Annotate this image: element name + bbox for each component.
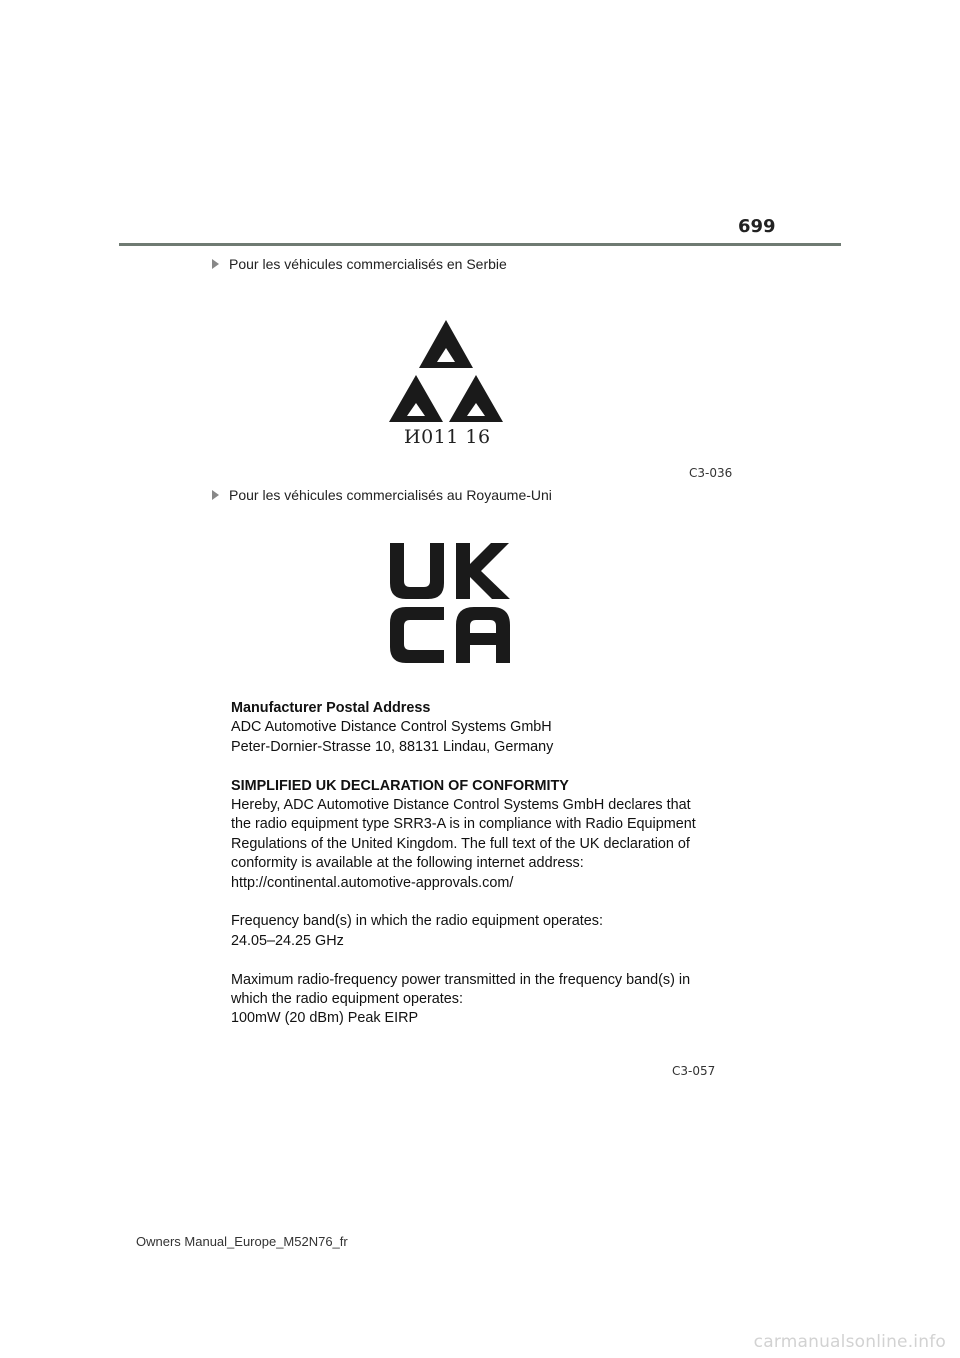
frequency-value: 24.05–24.25 GHz xyxy=(231,932,344,949)
section-heading-uk xyxy=(212,487,552,503)
power-value: 100mW (20 dBm) Peak EIRP xyxy=(231,1010,419,1027)
page-number: 699 xyxy=(738,216,776,237)
conformity-line: the radio equipment type SRR3-A is in compliance with Radio Equipment xyxy=(231,816,696,833)
address-title: Manufacturer Postal Address xyxy=(231,700,431,716)
frequency-label: Frequency band(s) in which the radio equipment operates: xyxy=(231,913,603,930)
serbia-mark-top-triangle xyxy=(419,320,473,368)
ukca-letter-a xyxy=(456,607,510,663)
triangle-bullet-icon xyxy=(212,259,219,269)
serbia-mark-code: И011 16 xyxy=(404,426,491,448)
triangle-bullet-icon xyxy=(212,490,219,500)
header-rule xyxy=(119,243,841,246)
footer-manual-id: Owners Manual_Europe_M52N76_fr xyxy=(136,1234,348,1249)
conformity-title: SIMPLIFIED UK DECLARATION OF CONFORMITY xyxy=(231,777,569,794)
conformity-block xyxy=(231,777,741,893)
ukca-letter-u xyxy=(390,543,444,599)
conformity-line: conformity is available at the following internet address: xyxy=(231,855,584,872)
power-line: Maximum radio-frequency power transmitted in the frequency band(s) in xyxy=(231,971,691,988)
serbia-mark-right-triangle xyxy=(449,375,503,422)
ukca-letter-c xyxy=(390,607,444,663)
watermark: carmanualsonline.info xyxy=(753,1332,946,1352)
address-block xyxy=(231,699,741,757)
conformity-line: Regulations of the United Kingdom. The full text of the UK declaration of xyxy=(231,835,690,852)
address-line: ADC Automotive Distance Control Systems GmbH xyxy=(231,719,552,736)
power-block xyxy=(231,971,741,1029)
uk-declaration xyxy=(231,699,741,1048)
ukca-mark-icon xyxy=(388,541,514,665)
section-heading-text: Pour les véhicules commercialisés en Serbie xyxy=(229,256,507,272)
power-line: which the radio equipment operates: xyxy=(231,991,463,1008)
section-heading-serbia xyxy=(212,256,507,272)
conformity-line: Hereby, ADC Automotive Distance Control Systems GmbH declares that xyxy=(231,797,691,814)
address-line: Peter-Dornier-Strasse 10, 88131 Lindau, Germany xyxy=(231,738,554,755)
frequency-block xyxy=(231,912,741,951)
ukca-letter-k xyxy=(456,543,510,599)
figure-ref-serbia: C3-036 xyxy=(689,466,733,480)
serbia-mark-left-triangle xyxy=(389,375,443,422)
conformity-url: http://continental.automotive-approvals.com/ xyxy=(231,874,514,891)
section-heading-text: Pour les véhicules commercialisés au Royaume-Uni xyxy=(229,487,552,503)
figure-ref-uk: C3-057 xyxy=(672,1064,716,1078)
